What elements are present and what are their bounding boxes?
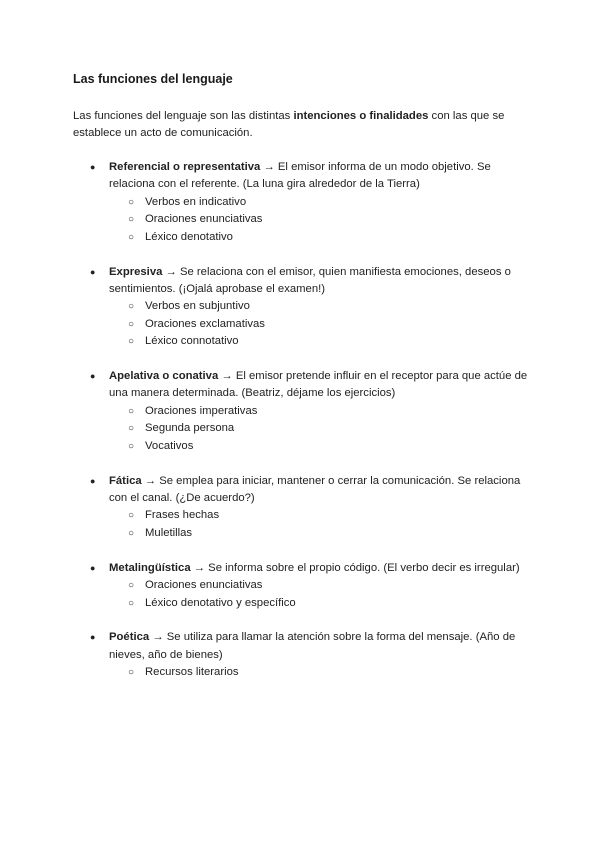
function-name: Fática (109, 474, 142, 487)
feature-item (128, 438, 532, 455)
circle-bullet-icon: ○ (128, 301, 135, 313)
feature-list (109, 664, 532, 681)
feature-item (128, 316, 532, 333)
feature-item (128, 420, 532, 437)
document-title: Las funciones del lenguaje (73, 72, 233, 86)
function-description: → Se informa sobre el propio código. (El verbo decir es irregular) (190, 561, 520, 574)
function-item-poetica (90, 629, 532, 681)
feature-item (128, 403, 532, 420)
circle-bullet-icon: ○ (128, 405, 135, 417)
circle-bullet-icon: ○ (128, 336, 135, 348)
feature-item (128, 595, 532, 612)
feature-item (128, 507, 532, 524)
circle-bullet-icon: ○ (128, 231, 135, 243)
function-name: Expresiva (109, 265, 163, 278)
function-description: → Se emplea para iniciar, mantener o cerrar la comunicación. Se relaciona con el canal. (¿De acuerdo?) (109, 474, 521, 504)
intro-paragraph (73, 108, 533, 143)
bullet-icon: ● (90, 371, 96, 382)
feature-item (128, 333, 532, 350)
function-description: → El emisor pretende influir en el receptor para que actúe de una manera determinada. (Beatriz, déjame los ejercicios) (109, 370, 528, 400)
bullet-icon: ● (90, 562, 96, 573)
function-name: Poética (109, 631, 150, 644)
function-description: → Se utiliza para llamar la atención sobre la forma del mensaje. (Año de nieves, año de bienes) (109, 631, 516, 661)
feature-item (128, 525, 532, 542)
circle-bullet-icon: ○ (128, 214, 135, 226)
function-name: Apelativa o conativa (109, 370, 219, 383)
function-item-expresiva (90, 264, 532, 351)
function-item-apelativa (90, 368, 532, 455)
feature-text: Verbos en indicativo (145, 195, 247, 208)
feature-list (109, 194, 532, 246)
feature-list (109, 403, 532, 455)
feature-text: Oraciones imperativas (145, 404, 258, 417)
feature-text: Verbos en subjuntivo (145, 300, 250, 313)
circle-bullet-icon: ○ (128, 196, 135, 208)
circle-bullet-icon: ○ (128, 597, 135, 609)
functions-list (90, 159, 532, 699)
function-description: → Se relaciona con el emisor, quien manifiesta emociones, deseos o sentimientos. (¡Ojalá aprobase el examen!) (109, 265, 511, 295)
function-description: → El emisor informa de un modo objetivo. Se relaciona con el referente. (La luna gira alrededor de la Tierra) (109, 161, 491, 191)
function-item-referencial (90, 159, 532, 246)
intro-text-start: Las funciones del lenguaje son las distintas (73, 110, 294, 122)
feature-item (128, 211, 532, 228)
feature-list (109, 507, 532, 542)
function-name: Metalingüística (109, 561, 191, 574)
circle-bullet-icon: ○ (128, 510, 135, 522)
feature-text: Segunda persona (145, 422, 235, 435)
circle-bullet-icon: ○ (128, 440, 135, 452)
feature-text: Recursos literarios (145, 666, 239, 679)
feature-list (109, 298, 532, 350)
feature-item (128, 194, 532, 211)
feature-text: Muletillas (145, 526, 193, 539)
feature-item (128, 664, 532, 681)
feature-text: Vocativos (145, 439, 194, 452)
feature-item (128, 577, 532, 594)
bullet-icon: ● (90, 475, 96, 486)
feature-text: Léxico denotativo (145, 230, 233, 243)
circle-bullet-icon: ○ (128, 580, 135, 592)
feature-item (128, 229, 532, 246)
feature-text: Oraciones enunciativas (145, 213, 263, 226)
bullet-icon: ● (90, 266, 96, 277)
function-name: Referencial o representativa (109, 161, 261, 173)
feature-text: Léxico connotativo (145, 335, 239, 348)
circle-bullet-icon: ○ (128, 527, 135, 539)
circle-bullet-icon: ○ (128, 318, 135, 330)
feature-text: Oraciones exclamativas (145, 317, 265, 330)
circle-bullet-icon: ○ (128, 423, 135, 435)
feature-text: Léxico denotativo y específico (145, 596, 296, 609)
bullet-icon: ● (90, 162, 96, 172)
function-item-metalinguistica (90, 560, 532, 612)
feature-text: Oraciones enunciativas (145, 579, 263, 592)
bullet-icon: ● (90, 632, 96, 643)
intro-bold-text: intenciones o finalidades (293, 110, 429, 122)
circle-bullet-icon: ○ (128, 667, 135, 679)
feature-item (128, 298, 532, 315)
feature-text: Frases hechas (145, 509, 220, 522)
intro-text-end: con las que se establece un acto de comunicación. (73, 110, 505, 140)
function-item-fatica (90, 473, 532, 543)
feature-list (109, 577, 532, 612)
